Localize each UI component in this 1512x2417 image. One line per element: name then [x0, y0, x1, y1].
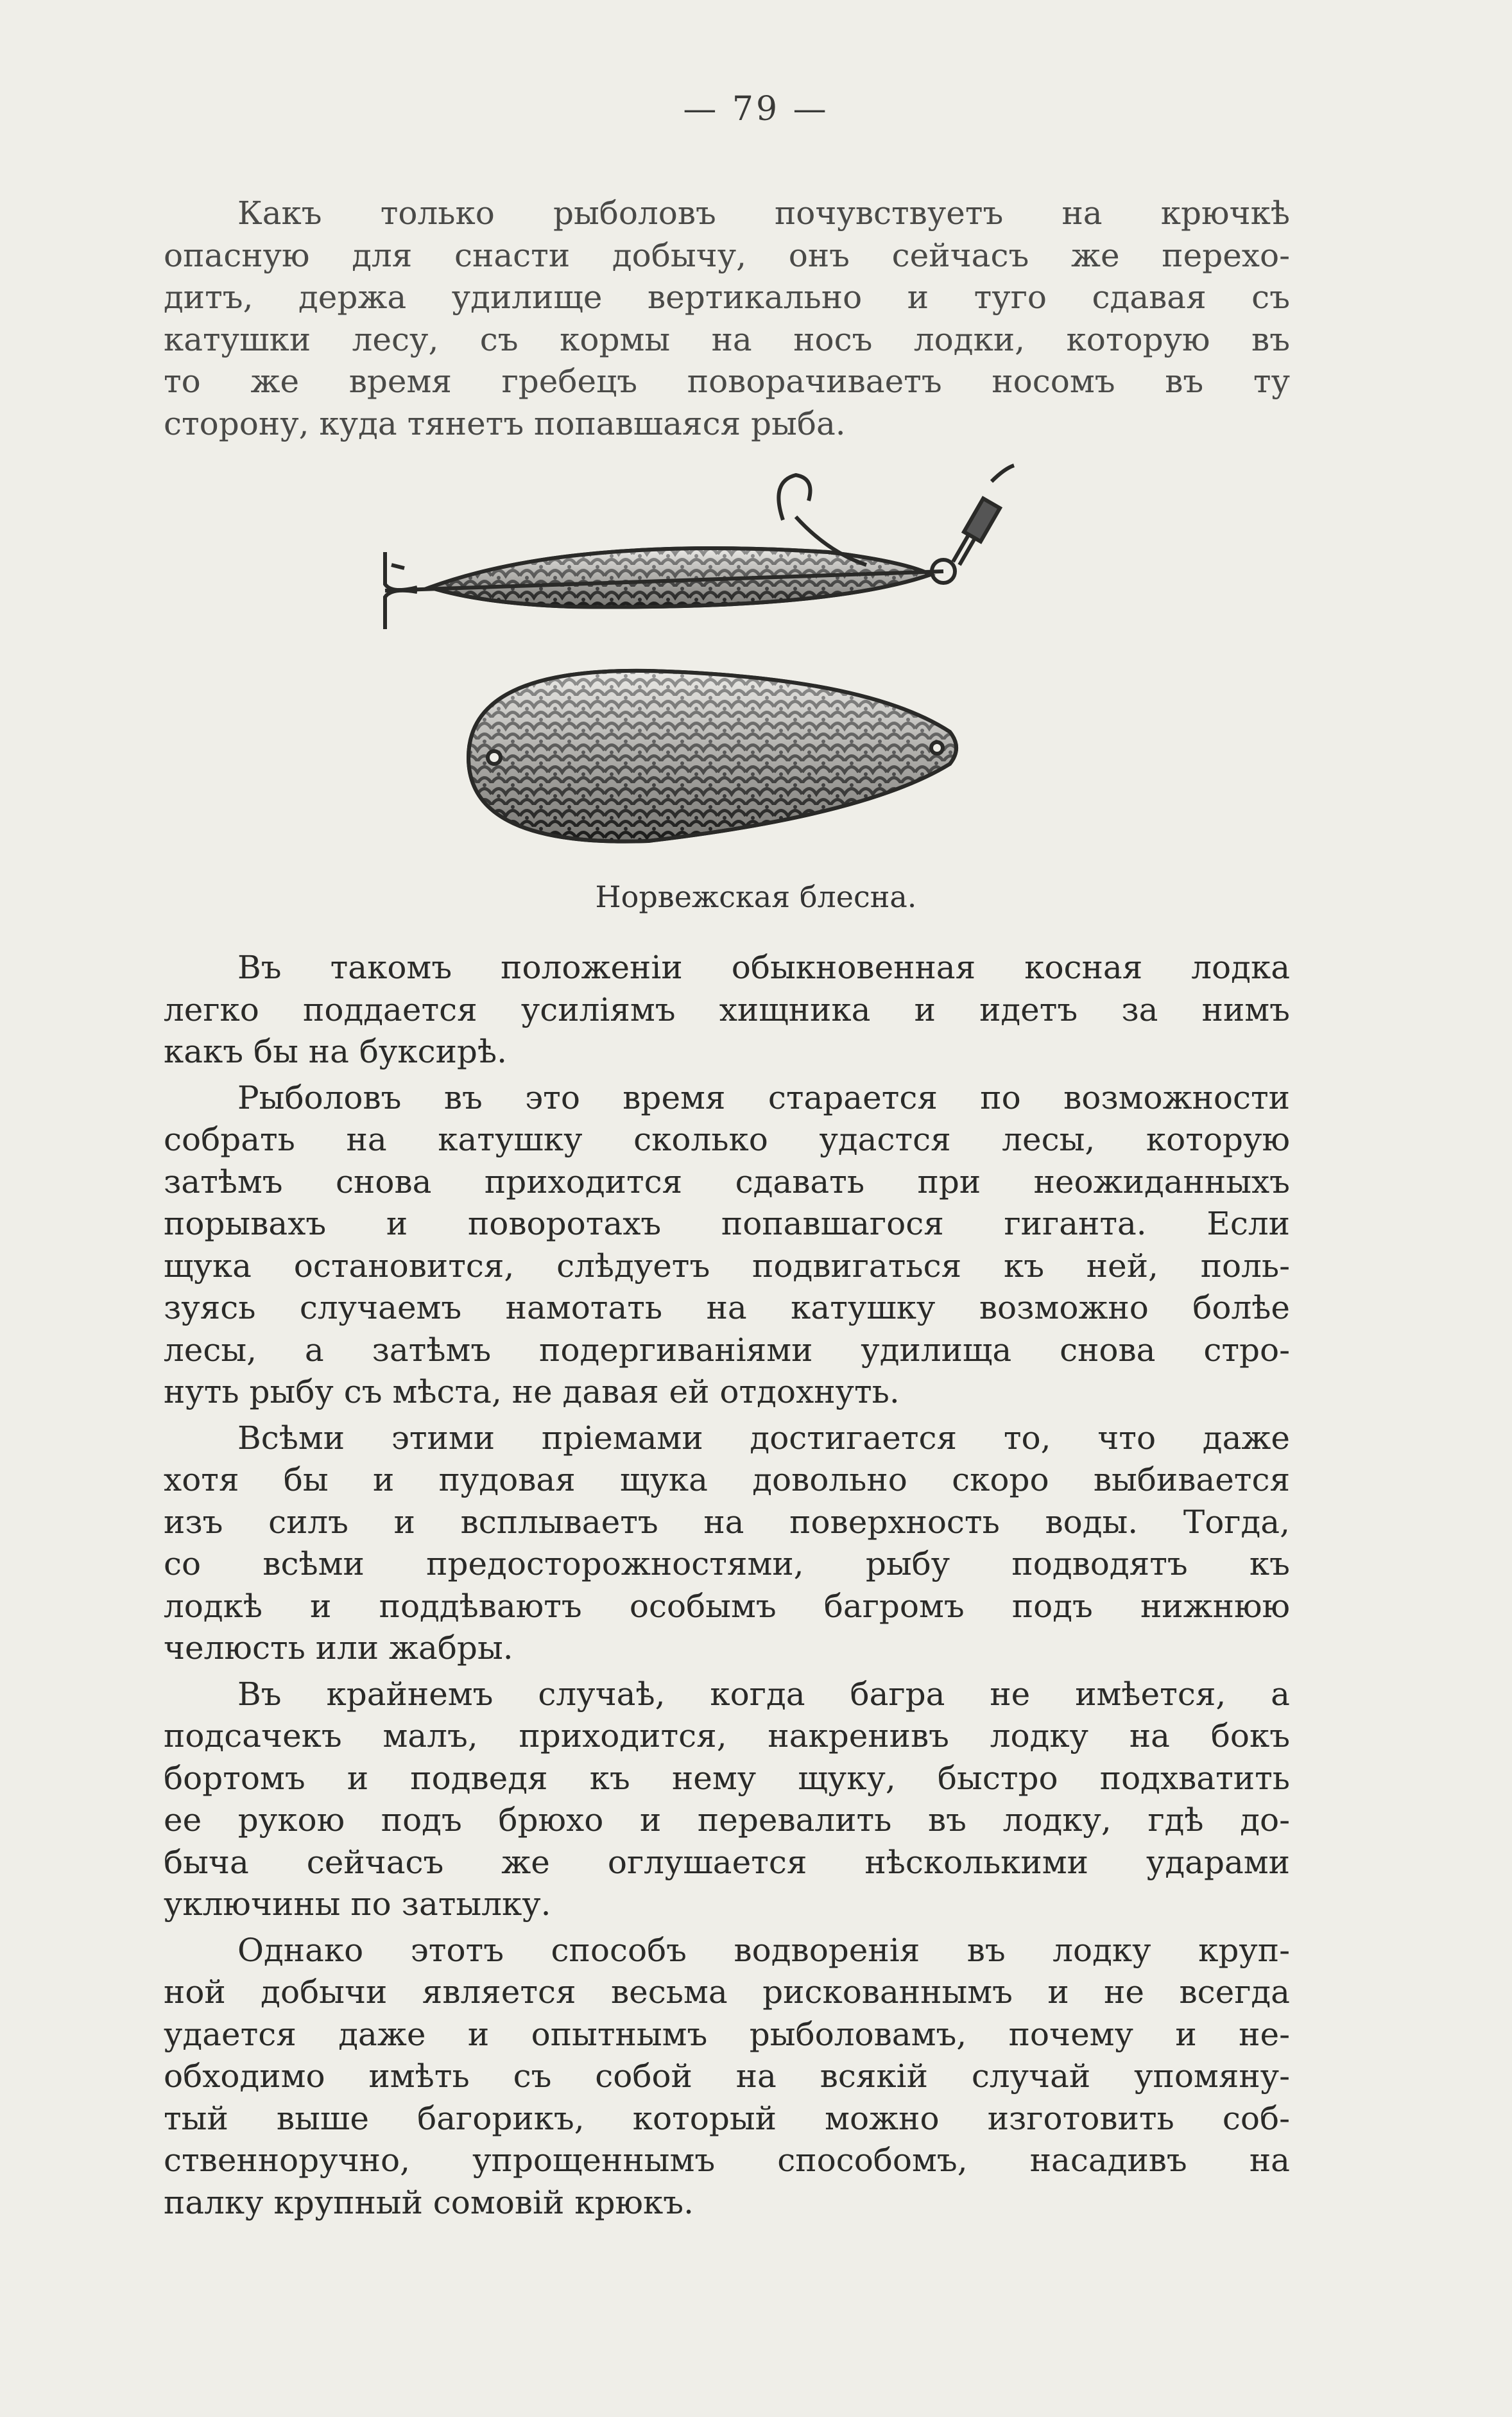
- text-line: затѣмъ снова приходится сдавать при неожиданныхъ: [164, 1163, 1290, 1200]
- text-line: лесы, а затѣмъ подергиванiями удилища снова стро-: [164, 1331, 1290, 1369]
- text-line: сторону, куда тянетъ попавшаяся рыба.: [164, 404, 846, 442]
- text-line: хотя бы и пудовая щука довольно скоро выбивается: [164, 1461, 1290, 1498]
- paragraph: [164, 193, 1290, 445]
- text-line: щука остановится, слѣдуетъ подвигаться къ ней, поль-: [164, 1247, 1290, 1285]
- text-line: ее рукою подъ брюхо и перевалить въ лодку, гдѣ до-: [164, 1801, 1290, 1839]
- text-line: Какъ только рыболовъ почувствуетъ на крючкѣ: [237, 195, 1290, 232]
- norwegian-spoon-lure-illustration: [379, 456, 1091, 867]
- text-line: челюсть или жабры.: [164, 1629, 513, 1667]
- text-line: палку крупный сомовiй крюкъ.: [164, 2183, 694, 2221]
- text-line: легко поддается усилiямъ хищника и идетъ за нимъ: [164, 991, 1290, 1028]
- text-line: зуясь случаемъ намотать на катушку возможно болѣе: [164, 1289, 1290, 1326]
- text-line: Всѣми этими прiемами достигается то, что даже: [237, 1419, 1290, 1457]
- text-line: Однако этотъ способъ водворенiя въ лодку круп-: [237, 1931, 1290, 1969]
- text-line: изъ силъ и всплываетъ на поверхность воды. Тогда,: [164, 1503, 1290, 1541]
- text-line: Рыболовъ въ это время старается по возможности: [237, 1079, 1290, 1116]
- text-line: Въ крайнемъ случаѣ, когда багра не имѣется, а: [237, 1675, 1290, 1713]
- text-line: удается даже и опытнымъ рыболовамъ, почему и не-: [164, 2015, 1290, 2053]
- text-line: катушки лесу, съ кормы на носъ лодки, которую въ: [164, 320, 1290, 358]
- text-block-top: [164, 193, 1290, 449]
- text-block-bottom: [164, 947, 1290, 2228]
- text-line: подсачекъ малъ, приходится, накренивъ лодку на бокъ: [164, 1717, 1290, 1754]
- figure-caption: Норвежская блесна.: [595, 879, 917, 914]
- text-line: какъ бы на буксирѣ.: [164, 1033, 507, 1070]
- paragraph: [164, 1077, 1290, 1414]
- paragraph: [164, 947, 1290, 1073]
- text-line: то же время гребецъ поворачиваетъ носомъ въ ту: [164, 363, 1290, 400]
- text-line: дитъ, держа удилище вертикально и туго сдавая съ: [164, 279, 1290, 316]
- text-line: ственноручно, упрощеннымъ способомъ, насадивъ на: [164, 2142, 1290, 2179]
- text-line: бортомъ и подведя къ нему щуку, быстро подхватить: [164, 1759, 1290, 1797]
- page-number: — 79 —: [683, 90, 829, 128]
- text-line: тый выше багорикъ, который можно изготовить соб-: [164, 2099, 1290, 2137]
- text-line: со всѣми предосторожностями, рыбу подводятъ къ: [164, 1545, 1290, 1582]
- paragraph: [164, 1674, 1290, 1926]
- front-view-spoon: [468, 671, 956, 842]
- side-view-lure: [385, 465, 1014, 629]
- text-line: опасную для снасти добычу, онъ сейчасъ же перехо-: [164, 236, 1290, 274]
- paragraph: [164, 1417, 1290, 1670]
- text-line: порывахъ и поворотахъ попавшагося гиганта. Если: [164, 1205, 1290, 1242]
- text-line: нуть рыбу съ мѣста, не давая ей отдохнуть.: [164, 1373, 900, 1410]
- text-line: быча сейчасъ же оглушается нѣсколькими ударами: [164, 1843, 1290, 1881]
- text-line: собрать на катушку сколько удастся лесы, которую: [164, 1121, 1290, 1158]
- text-line: ной добычи является весьма рискованнымъ и не всегда: [164, 1973, 1290, 2011]
- text-line: уключины по затылку.: [164, 1885, 551, 1923]
- text-line: обходимо имѣть съ собой на всякiй случай упомяну-: [164, 2057, 1290, 2095]
- text-line: Въ такомъ положенiи обыкновенная косная лодка: [237, 949, 1290, 986]
- text-line: лодкѣ и поддѣваютъ особымъ багромъ подъ нижнюю: [164, 1587, 1290, 1625]
- paragraph: [164, 1930, 1290, 2224]
